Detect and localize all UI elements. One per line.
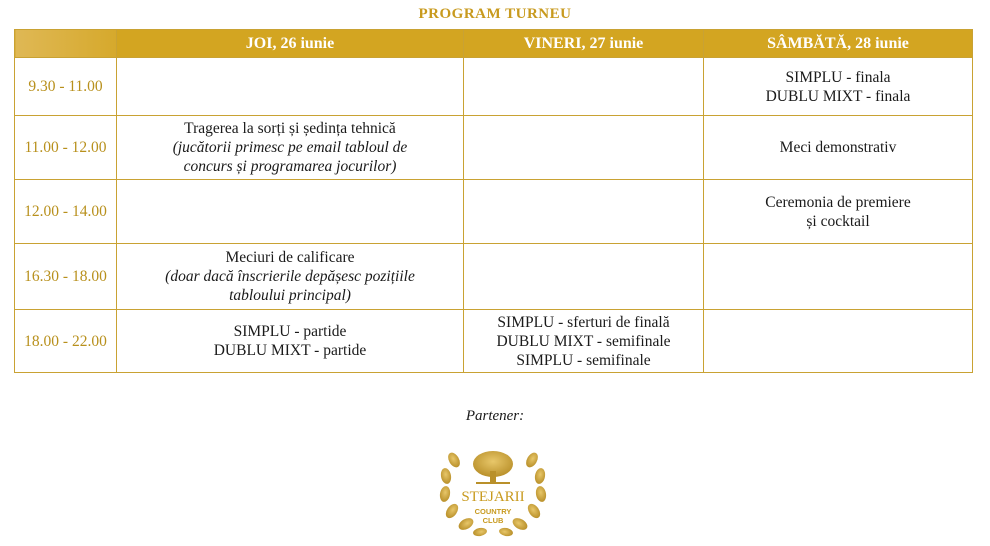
event-line: Meci demonstrativ [779,139,897,156]
table-row [15,310,973,373]
event-line: DUBLU MIXT - finala [765,87,911,105]
sambata-cell [704,244,973,310]
header-vineri: VINERI, 27 iunie [464,30,704,58]
table-row [15,116,973,180]
joi-cell [117,180,464,244]
page-title: PROGRAM TURNEU [418,6,572,22]
event-line: SIMPLU - semifinale [516,351,651,369]
event-note: (jucătorii primesc pe email tabloul de concurs și programarea jocurilor) [172,139,408,175]
event-note: (doar dacă înscrierile depășesc pozițiile tabloului principal) [165,268,415,304]
vineri-cell [464,58,704,116]
time-cell: 16.30 - 18.00 [15,244,117,310]
event-line: SIMPLU - sferturi de finală [497,313,670,331]
vineri-cell [464,310,704,373]
event-line: SIMPLU - finala [785,68,891,86]
stejarii-logo [436,438,550,540]
joi-cell [117,58,464,116]
vineri-cell [464,180,704,244]
oak-tree-icon [473,451,513,484]
table-row [15,180,973,244]
time-cell: 11.00 - 12.00 [15,116,117,180]
event-line: Meciuri de calificare [225,249,355,266]
vineri-cell [464,244,704,310]
time-cell: 12.00 - 14.00 [15,180,117,244]
event-line: DUBLU MIXT - partide [213,342,367,359]
sambata-cell [704,180,973,244]
header-joi: JOI, 26 iunie [117,30,464,58]
event-line: Ceremonia de premiere [765,193,911,211]
event-line: DUBLU MIXT - semifinale [496,332,671,350]
logo-sub2: CLUB [482,516,504,525]
partner-label: Partener: [465,408,525,424]
sambata-cell [704,58,973,116]
header-time [15,30,117,58]
logo-name: STEJARII [461,489,525,505]
event-line: Tragerea la sorți și ședința tehnică [184,120,396,137]
logo-sub1: COUNTRY [474,507,512,516]
header-row [15,30,973,58]
table-row [15,244,973,310]
event-line: SIMPLU - partide [233,323,347,340]
table-row [15,58,973,116]
time-cell: 18.00 - 22.00 [15,310,117,373]
schedule-table [14,29,973,373]
event-line: și cocktail [806,212,870,230]
joi-cell [117,116,464,180]
sambata-cell [704,116,973,180]
header-sambata: SÂMBĂTĂ, 28 iunie [704,30,973,58]
joi-cell [117,244,464,310]
vineri-cell [464,116,704,180]
time-cell: 9.30 - 11.00 [15,58,117,116]
joi-cell [117,310,464,373]
sambata-cell [704,310,973,373]
